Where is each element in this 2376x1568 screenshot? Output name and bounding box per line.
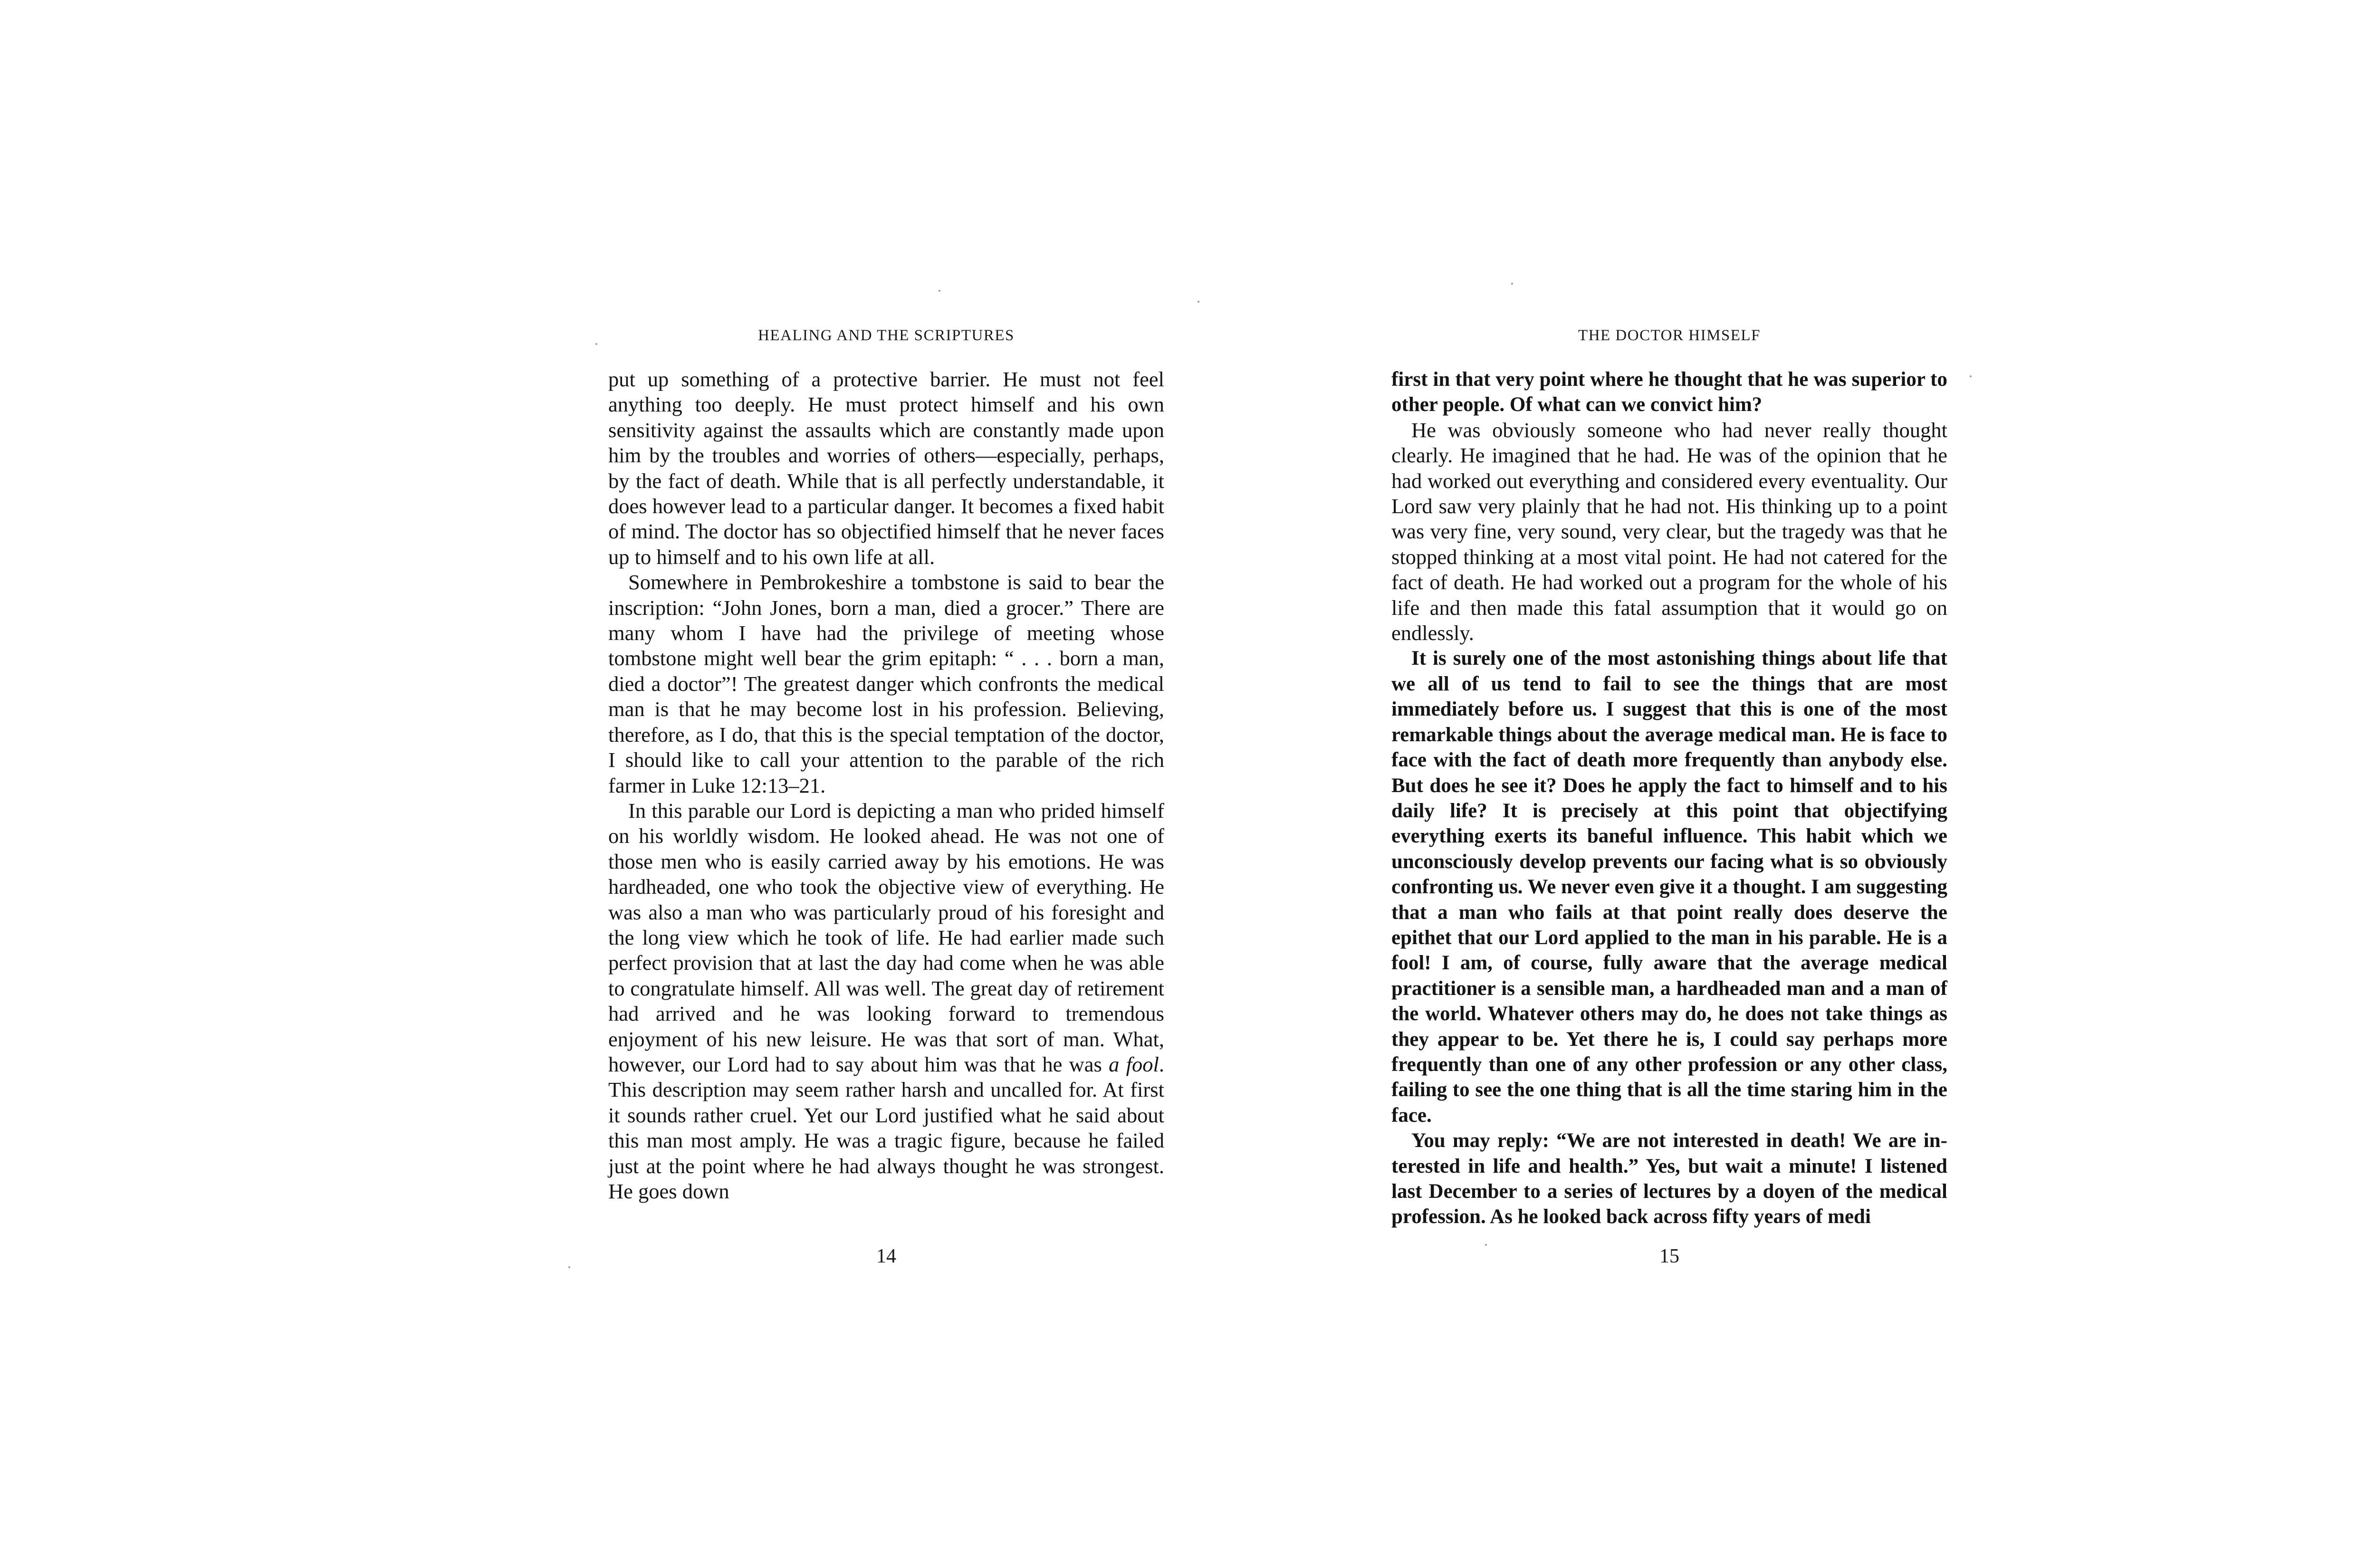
right-page-number: 15 [1659,1245,1679,1267]
paragraph [608,798,1164,1205]
scan-speck [595,343,597,345]
paragraph: first in that very point where he thought that he was superior to other people. Of what can we convict him? [1391,368,1947,416]
scan-speck [1198,301,1199,303]
scan-speck [1511,283,1513,285]
scan-speck [939,290,940,292]
right-body-text [1391,367,1947,1230]
paragraph-text: In this parable our Lord is depicting a man who prided himself on his worldly wisdom. He looked ahead. He was not one of those men who is easily carried away by his emotions. He was hardheaded, one who took the objective view of everything. He was also a man who was particularly proud of his foresight and the long view which he took of life. He had earlier made such perfect provision that at last the day had come when he was able to congratulate himself. All was well. The great day of retirement had arrived and he was looking forward to tremendous enjoyment of his new leisure. He was that sort of man. What, however, our Lord had to say about him was that he was [608,798,1164,1076]
paragraph-text: . This description may seem rather harsh and uncalled for. At first it sounds rather cruel. Yet our Lord justified what he said about this man most amply. He was a tragic figure, because he failed just at the point where he had always thought he was strongest. He goes down [608,1052,1164,1203]
left-running-head: HEALING AND THE SCRIPTURES [758,327,1015,344]
paragraph: put up something of a protective barrier. He must not feel anything too deeply. He must protect himself and his own sensitivity against the assaults which are constantly made upon him by the troubles and worries of others—especially, perhaps, by the fact of death. While that is all perfectly understandable, it does however lead to a particular danger. It becomes a fixed habit of mind. The doctor has so objectified himself that he never faces up to himself and to his own life at all. [608,367,1164,569]
paragraph: It is surely one of the most astonishing things about life that we all of us tend to fail to see the things that are most immediately before us. I suggest that this is one of the most remarkable things about the average medical man. He is face to face with the fact of death more frequently than anybody else. But does he see it? Does he apply the fact to himself and to his daily life? It is precisely at this point that objectifying everything exerts its baneful influence. This habit which we unconsciously develop prevents our facing what is so obviously confronting us. We never even give it a thought. I am suggesting that a man who fails at that point really does deserve the epithet that our Lord applied to the man in his parable. He is a fool! I am, of course, fully aware that the average medical practitioner is a sensible man, a hardheaded man and a man of the world. Whatever others may do, he does not take things as they appear to be. Yet there he is, I could say perhaps more frequently than one of any other profession or any other class, failing to see the one thing that is all the time staring him in the face. [1391,647,1947,1127]
paragraph: Somewhere in Pembrokeshire a tombstone is said to bear the inscription: “John Jones, born a man, died a grocer.” There are many whom I have had the privilege of meeting whose tombstone might well bear the grim epitaph: “ . . . born a man, died a doctor”! The greatest danger which confronts the medical man is that he may become lost in his profession. Believing, therefore, as I do, that this is the special temptation of the doctor, I should like to call your attention to the parable of the rich farmer in Luke 12:13–21. [608,570,1164,797]
paragraph: You may reply: “We are not interested in death! We are interested in life and health.” Yes, but wait a minute! I listened last December to a series of lectures by a doyen of the medical profession. As he looked back across fifty years of medi [1391,1129,1947,1228]
right-running-head: THE DOCTOR HIMSELF [1578,327,1761,344]
scan-speck [568,1266,570,1268]
left-page-number: 14 [876,1245,896,1267]
emphasized-text: a fool [1109,1052,1159,1076]
scan-speck [1970,375,1972,377]
paragraph: He was obviously someone who had never really thought clearly. He imagined that he had. He was of the opinion that he had worked out everything and considered every eventuality. Our Lord saw very plainly that he had not. His thinking up to a point was very fine, very sound, very clear, but the tragedy was that he stopped thinking at a most vital point. He had not catered for the fact of death. He had worked out a program for the whole of his life and then made this fatal assumption that it would go on endlessly. [1391,418,1947,645]
left-body-text [608,367,1164,1204]
scan-speck [1485,1244,1487,1246]
